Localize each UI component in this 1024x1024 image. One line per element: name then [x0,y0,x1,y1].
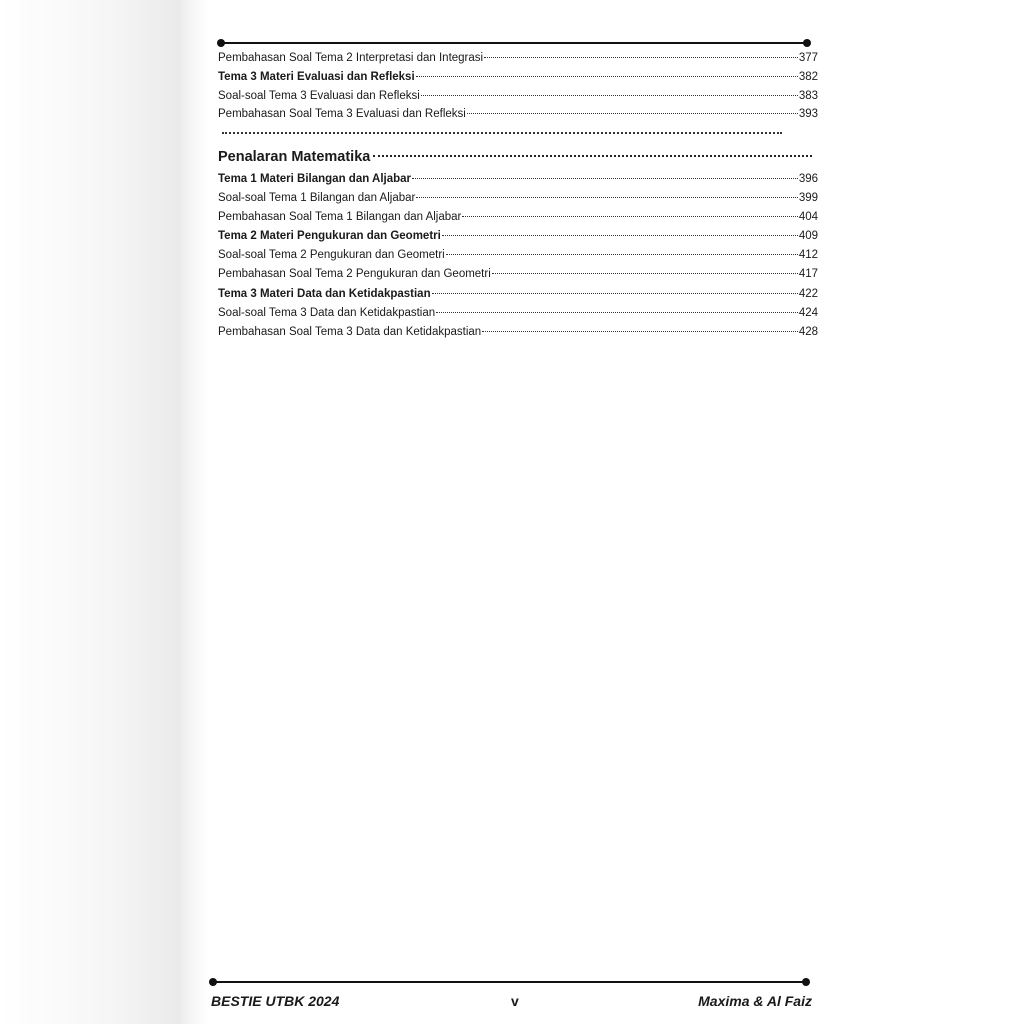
toc-entry-title: Soal-soal Tema 3 Evaluasi dan Refleksi [218,90,420,102]
dot-leader [432,292,798,294]
section-heading [218,149,812,165]
section-separator [222,130,782,134]
toc-entry [218,88,818,104]
toc-entry-title: Soal-soal Tema 2 Pengukuran dan Geometri [218,249,445,261]
toc-entry-title: Soal-soal Tema 3 Data dan Ketidakpastian [218,307,436,319]
toc-entry [218,286,818,302]
toc-entry-page: 399 [798,192,818,204]
toc-entry-page: 404 [798,211,818,223]
toc-entry-title: Soal-soal Tema 1 Bilangan dan Aljabar [218,192,416,204]
toc-entry [218,247,818,263]
toc-entry-title: Pembahasan Soal Tema 2 Pengukuran dan Geometri [218,268,491,280]
rule-end-dot [803,39,811,47]
rule-end-dot [217,39,225,47]
toc-entry [218,305,818,321]
toc-entry-title: Pembahasan Soal Tema 2 Interpretasi dan Integrasi [218,52,484,64]
toc-entry-page: 422 [798,288,818,300]
toc-entry-page: 412 [798,249,818,261]
dot-leader [373,154,812,157]
bottom-rule [213,981,806,983]
dot-leader [482,330,798,332]
dot-leader [446,253,798,255]
toc-entry-title: Tema 3 Materi Evaluasi dan Refleksi [218,71,415,83]
toc-entry-page: 383 [798,90,818,102]
toc-entry-page: 409 [798,230,818,242]
dot-leader [492,272,798,274]
dot-leader [421,94,798,96]
dot-leader [484,56,798,58]
toc-entry [218,324,818,340]
toc-entry-page: 417 [798,268,818,280]
toc-entry [218,190,818,206]
toc-entry-page: 382 [798,71,818,83]
toc-entry [218,50,818,66]
toc-entry-title: Tema 3 Materi Data dan Ketidakpastian [218,288,431,300]
toc-entry [218,171,818,187]
dot-leader [416,75,798,77]
toc-entry [218,266,818,282]
footer-book-title: BESTIE UTBK 2024 [211,993,340,1009]
toc-entry [218,69,818,85]
toc-entry-page: 393 [798,108,818,120]
rule-end-dot [802,978,810,986]
footer-page-number: v [511,993,519,1009]
dot-leader [442,234,798,236]
dot-leader [416,196,797,198]
toc-entry-title: Pembahasan Soal Tema 3 Data dan Ketidakpastian [218,326,482,338]
toc-entry-page: 396 [798,173,818,185]
rule-end-dot [209,978,217,986]
toc-entry-page: 424 [798,307,818,319]
background [0,0,180,1024]
toc-entry-page: 428 [798,326,818,338]
toc-entry [218,209,818,225]
toc-entry-title: Pembahasan Soal Tema 1 Bilangan dan Aljabar [218,211,462,223]
toc-entry-title: Pembahasan Soal Tema 3 Evaluasi dan Refleksi [218,108,466,120]
toc-entry-page: 377 [798,52,818,64]
toc-entry-title: Tema 1 Materi Bilangan dan Aljabar [218,173,411,185]
toc-entry-title: Tema 2 Materi Pengukuran dan Geometri [218,230,441,242]
top-rule [221,42,807,44]
dot-leader [436,311,798,313]
toc-entry [218,228,818,244]
toc-entry [218,106,818,122]
section-heading-title: Penalaran Matematika [218,149,371,165]
dot-leader [462,215,797,217]
dot-leader [467,112,798,114]
dot-leader [412,177,798,179]
footer-publisher: Maxima & Al Faiz [698,993,812,1009]
